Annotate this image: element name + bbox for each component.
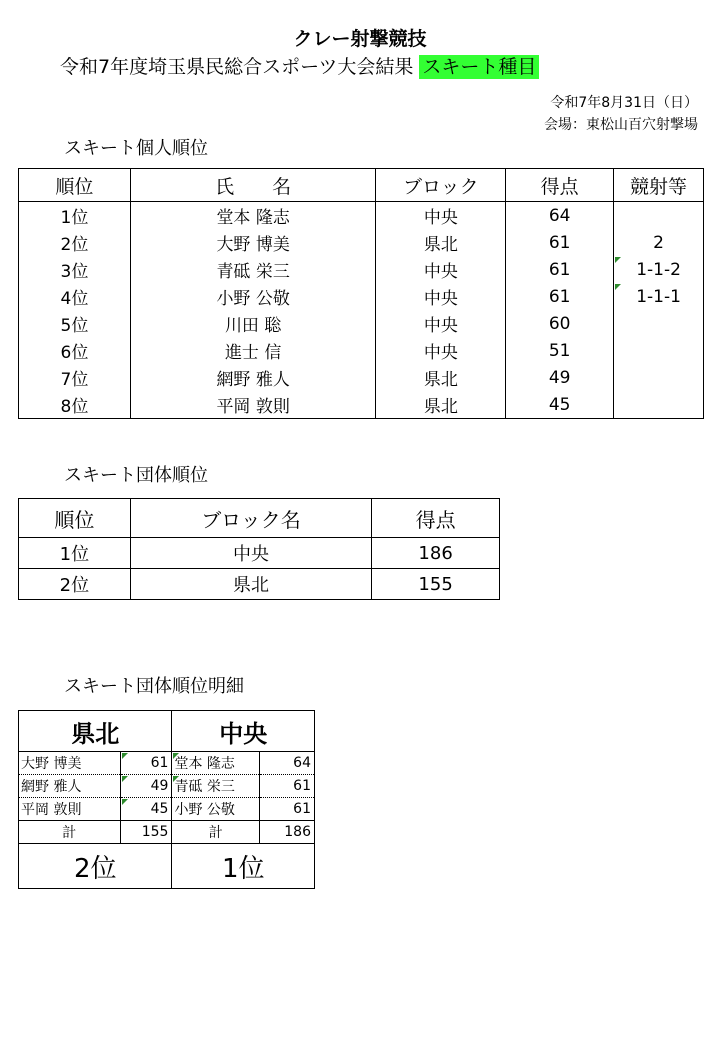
rank-cell: 1位	[19, 538, 131, 569]
table-row	[19, 202, 704, 230]
rank-cell: 8位	[19, 391, 131, 419]
note-cell: 2	[614, 229, 704, 256]
event-venue: 会場：東松山百穴射撃場	[544, 117, 698, 133]
member-name: 青砥 栄三	[172, 775, 260, 798]
member-score: 61	[120, 752, 172, 775]
score-cell: 61	[506, 229, 614, 256]
name-cell: 青砥 栄三	[130, 256, 376, 283]
block-cell: 中央	[376, 310, 506, 337]
block-name: 中央	[172, 711, 315, 752]
name-cell: 進士 信	[130, 337, 376, 364]
score-cell: 155	[372, 569, 500, 600]
column-header: 氏 名	[130, 169, 376, 202]
block-cell: 中央	[376, 283, 506, 310]
event-date: 令和7年8月31日（日）	[550, 95, 698, 111]
name-cell: 小野 公敬	[130, 283, 376, 310]
member-name: 小野 公敬	[172, 798, 260, 821]
column-header: 得点	[506, 169, 614, 202]
member-score: 49	[120, 775, 172, 798]
name-cell: 平岡 敦則	[130, 391, 376, 419]
name-cell: 大野 博美	[130, 229, 376, 256]
column-header: ブロック	[376, 169, 506, 202]
individual-heading: スキート個人順位	[64, 138, 208, 159]
score-cell: 64	[506, 202, 614, 230]
block-cell: 県北	[376, 229, 506, 256]
rank-cell: 5位	[19, 310, 131, 337]
table-row	[19, 283, 704, 310]
score-cell: 61	[506, 256, 614, 283]
column-header: 順位	[19, 169, 131, 202]
note-cell	[614, 310, 704, 337]
total-score: 186	[260, 821, 315, 844]
team-detail-table	[18, 710, 315, 889]
detail-heading: スキート団体順位明細	[64, 676, 244, 697]
member-name: 堂本 隆志	[172, 752, 260, 775]
note-cell	[614, 202, 704, 230]
note-cell: 1-1-2	[614, 256, 704, 283]
block-cell: 県北	[376, 391, 506, 419]
score-cell: 61	[506, 283, 614, 310]
event-title-text: 令和7年度埼玉県民総合スポーツ大会結果	[60, 56, 414, 78]
total-label: 計	[172, 821, 260, 844]
member-score: 61	[260, 798, 315, 821]
block-cell: 中央	[376, 337, 506, 364]
score-cell: 60	[506, 310, 614, 337]
rank-cell: 1位	[19, 202, 131, 230]
member-row	[19, 752, 315, 775]
event-title	[60, 52, 539, 79]
rank-cell: 3位	[19, 256, 131, 283]
score-cell: 186	[372, 538, 500, 569]
team-ranking-table	[18, 498, 500, 600]
rank-row	[19, 844, 315, 889]
member-row	[19, 798, 315, 821]
note-cell	[614, 337, 704, 364]
rank-cell: 7位	[19, 364, 131, 391]
name-cell: 網野 雅人	[130, 364, 376, 391]
note-cell	[614, 364, 704, 391]
score-cell: 51	[506, 337, 614, 364]
score-cell: 49	[506, 364, 614, 391]
page-title: クレー射撃競技	[293, 28, 427, 50]
rank-cell: 2位	[19, 569, 131, 600]
note-cell: 1-1-1	[614, 283, 704, 310]
member-score: 61	[260, 775, 315, 798]
block-rank: 1位	[172, 844, 315, 889]
note-cell	[614, 391, 704, 419]
name-cell: 川田 聡	[130, 310, 376, 337]
block-rank: 2位	[19, 844, 172, 889]
table-row	[19, 569, 500, 600]
discipline-highlight: スキート種目	[419, 55, 539, 79]
member-score: 64	[260, 752, 315, 775]
member-row	[19, 775, 315, 798]
table-row	[19, 310, 704, 337]
total-score: 155	[120, 821, 172, 844]
total-label: 計	[19, 821, 121, 844]
rank-cell: 2位	[19, 229, 131, 256]
member-name: 大野 博美	[19, 752, 121, 775]
block-cell: 県北	[130, 569, 371, 600]
column-header: ブロック名	[130, 499, 371, 538]
block-cell: 県北	[376, 364, 506, 391]
total-row	[19, 821, 315, 844]
table-header-row	[19, 499, 500, 538]
member-name: 網野 雅人	[19, 775, 121, 798]
table-header-row	[19, 169, 704, 202]
block-cell: 中央	[376, 202, 506, 230]
individual-ranking-table	[18, 168, 704, 419]
score-cell: 45	[506, 391, 614, 419]
block-cell: 中央	[376, 256, 506, 283]
table-row	[19, 337, 704, 364]
team-heading: スキート団体順位	[64, 465, 208, 486]
table-row	[19, 256, 704, 283]
block-cell: 中央	[130, 538, 371, 569]
table-row	[19, 364, 704, 391]
member-score: 45	[120, 798, 172, 821]
name-cell: 堂本 隆志	[130, 202, 376, 230]
column-header: 競射等	[614, 169, 704, 202]
block-name: 県北	[19, 711, 172, 752]
column-header: 得点	[372, 499, 500, 538]
block-header-row	[19, 711, 315, 752]
table-row	[19, 229, 704, 256]
table-row	[19, 538, 500, 569]
column-header: 順位	[19, 499, 131, 538]
rank-cell: 4位	[19, 283, 131, 310]
table-row	[19, 391, 704, 419]
rank-cell: 6位	[19, 337, 131, 364]
member-name: 平岡 敦則	[19, 798, 121, 821]
